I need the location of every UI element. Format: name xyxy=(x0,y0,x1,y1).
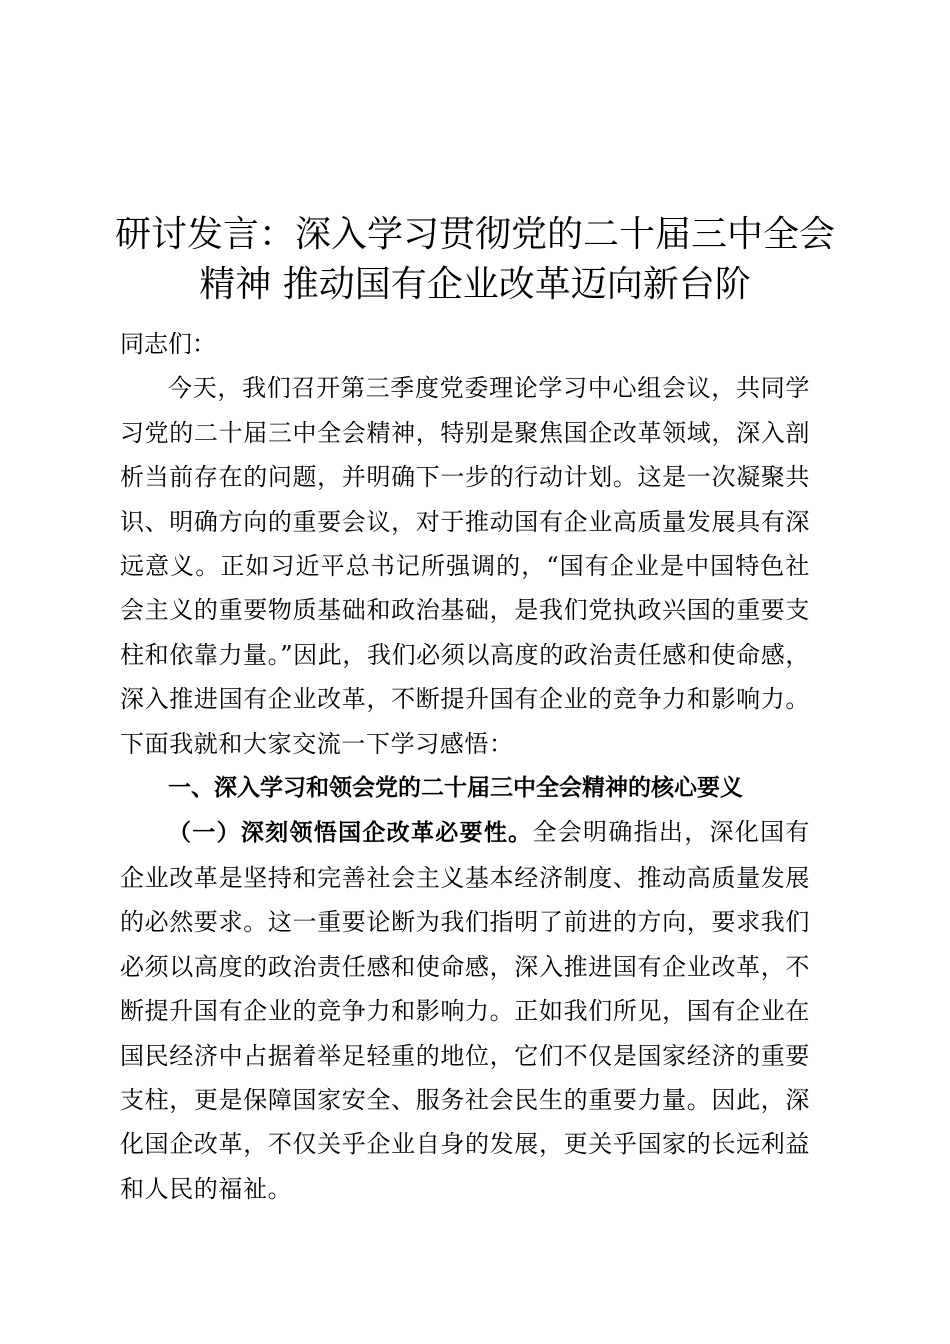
document-body xyxy=(120,322,810,1211)
document-title xyxy=(110,210,840,310)
subsection-paragraph-1 xyxy=(120,810,810,1211)
subsection-lead-1: （一）深刻领悟国企改革必要性。 xyxy=(168,820,533,847)
title-line-2: 精神 推动国有企业改革迈向新台阶 xyxy=(199,264,751,305)
section-heading-1: 一、深入学习和领会党的二十届三中全会精神的核心要义 xyxy=(168,775,743,802)
intro-paragraph: 今天，我们召开第三季度党委理论学习中心组会议，共同学习党的二十届三中全会精神，特别是聚焦国企改革领域，深入剖析当前存在的问题，并明确下一步的行动计划。这是一次凝聚共识、明确方向的重要会议，对于推动国有企业高质量发展具有深远意义。正如习近平总书记所强调的，“国有企业是中国特色社会主义的重要物质基础和政治基础，是我们党执政兴国的重要支柱和依靠力量。”因此，我们必须以高度的政治责任感和使命感，深入推进国有企业改革，不断提升国有企业的竞争力和影响力。下面我就和大家交流一下学习感悟： xyxy=(120,374,810,758)
salutation: 同志们： xyxy=(120,330,216,358)
subsection-body-1: 全会明确指出，深化国有企业改革是坚持和完善社会主义基本经济制度、推动高质量发展的必然要求。这一重要论断为我们指明了前进的方向，要求我们必须以高度的政治责任感和使命感，深入推进国有企业改革，不断提升国有企业的竞争力和影响力。正如我们所见，国有企业在国民经济中占据着举足轻重的地位，它们不仅是国家经济的重要支柱，更是保障国家安全、服务社会民生的重要力量。因此，深化国企改革，不仅关乎企业自身的发展，更关乎国家的长远利益和人民的福祉。 xyxy=(120,818,810,1203)
title-line-1: 研讨发言：深入学习贯彻党的二十届三中全会 xyxy=(114,214,835,255)
